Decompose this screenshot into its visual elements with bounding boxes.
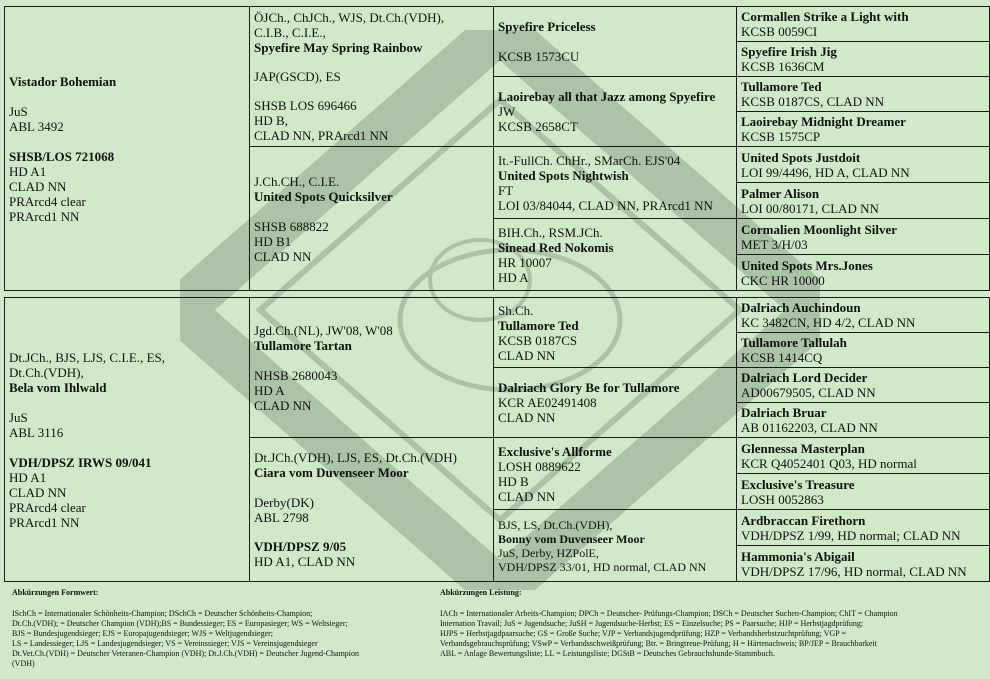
abbreviation-line: (VDH) <box>12 659 35 668</box>
ancestor-cell <box>737 438 990 474</box>
dog-name: Hammonia's Abigail <box>741 548 855 564</box>
abbreviation-line: Dt.Ch.(VDH); = Deutscher Champion (VDH);BS = Bundessieger; ES = Europasieger; WS = Weltsieger; <box>12 619 348 628</box>
ancestor-cell <box>737 42 990 77</box>
dog-info: LOI 03/84044, CLAD NN, PRArcd1 NN <box>498 197 713 213</box>
titles: C.I.B., C.I.E., <box>254 25 326 40</box>
dog-info: KCSB 1636CM <box>741 59 825 74</box>
abbreviation-line: Verbandsgebrauchsprüfung; VSwP = Verbandsschweißprüfung; Btr. = Bringtreue-Prüfung; H = Härtenachweis; BP/JEP = Brauchbarkeit <box>440 639 877 648</box>
titles: It.-FullCh. ChHr., SMarCh. EJS'04 <box>498 152 681 168</box>
grandparent-cell <box>250 147 494 291</box>
dog-info: LOSH 0889622 <box>498 458 581 474</box>
sire-health: PRArcd1 NN <box>9 208 80 224</box>
dog-name: Spyefire Priceless <box>498 19 596 34</box>
dog-info: LOI 00/80171, CLAD NN <box>741 200 879 216</box>
dog-info: CLAD NN, PRArcd1 NN <box>254 128 389 143</box>
dog-registration: VDH/DPSZ 9/05 <box>254 539 347 554</box>
dog-name: Palmer Alison <box>741 185 820 201</box>
ancestor-cell <box>737 147 990 183</box>
dog-info: MET 3/H/03 <box>741 236 808 252</box>
ancestor-cell <box>737 333 990 368</box>
dog-name: Tullamore Ted <box>741 79 822 94</box>
dog-info: CLAD NN <box>498 347 556 363</box>
sire-line: JuS <box>9 103 28 119</box>
great-grandparent-cell <box>494 298 737 368</box>
abbreviations-formwert <box>12 588 422 669</box>
dog-name: Cormalien Moonlight Silver <box>741 221 897 237</box>
sire-cell <box>5 7 250 291</box>
ancestor-cell <box>737 219 990 255</box>
dog-name: Tullamore Tallulah <box>741 335 847 350</box>
sire-health: HD A1 <box>9 163 47 179</box>
dog-info: HD A <box>254 382 285 398</box>
dog-name: Tullamore Tartan <box>254 337 352 353</box>
dog-name: Sinead Red Nokomis <box>498 239 614 255</box>
dog-name: Laoirebay Midnight Dreamer <box>741 114 906 129</box>
ancestor-cell <box>737 403 990 438</box>
dog-name: Spyefire Irish Jig <box>741 44 837 59</box>
dog-info: HD A1, CLAD NN <box>254 554 356 569</box>
dog-info: KCSB 1575CP <box>741 129 821 144</box>
ancestor-cell <box>737 474 990 510</box>
dog-info: VDH/DPSZ 33/01, HD normal, CLAD NN <box>498 559 707 574</box>
dog-info: CLAD NN <box>498 488 556 504</box>
great-grandparent-cell <box>494 77 737 147</box>
titles: Jgd.Ch.(NL), JW'08, W'08 <box>254 322 393 338</box>
abbreviation-line: LS = Landessieger; LJS = Landesjugendsieger; VS = Vereinssieger; VJS = Vereinsjugendsieger <box>12 639 318 648</box>
dam-health: HD A1 <box>9 469 47 485</box>
dog-info: LOSH 0052863 <box>741 491 824 507</box>
ancestor-cell <box>737 368 990 403</box>
abbreviation-line: ABL = Anlage Bewertungsliste; LL = Leistungsliste; DGStB = Deutsches Gebrauchshunde-Stammbuch. <box>440 649 775 658</box>
dog-name: Dalriach Bruar <box>741 405 827 420</box>
dog-name: Bonny vom Duvenseer Moor <box>498 531 645 546</box>
dog-info: JAP(GSCD), ES <box>254 69 341 84</box>
abbreviations-leistung <box>440 588 985 659</box>
titles: Sh.Ch. <box>498 302 534 318</box>
dam-pedigree-table <box>4 297 990 582</box>
great-grandparent-cell <box>494 147 737 219</box>
dog-name: United Spots Mrs.Jones <box>741 257 873 273</box>
dog-name: United Spots Justdoit <box>741 149 861 165</box>
abbreviations-heading: Abkürzungen Leistung: <box>440 588 522 597</box>
titles: BJS, LS, Dt.Ch.(VDH), <box>498 517 613 532</box>
abbreviations-heading: Abkürzungen Formwert: <box>12 588 99 597</box>
dog-info: AD00679505, CLAD NN <box>741 385 876 400</box>
ancestor-cell <box>737 77 990 112</box>
dam-health: PRArcd4 clear <box>9 499 86 515</box>
sire-name: Vistador Bohemian <box>9 73 117 89</box>
great-grandparent-cell <box>494 438 737 510</box>
dog-info: KCSB 0059CI <box>741 24 818 39</box>
dam-name: Bela vom Ihlwald <box>9 379 107 395</box>
dog-name: Laoirebay all that Jazz among Spyefire <box>498 89 716 104</box>
dog-name: Cormallen Strike a Light with <box>741 9 909 24</box>
titles: J.Ch.CH., C.I.E. <box>254 173 340 189</box>
dog-info: HD B1 <box>254 233 292 249</box>
dog-name: Dalriach Auchindoun <box>741 300 861 315</box>
great-grandparent-cell <box>494 219 737 291</box>
dog-info: ABL 2798 <box>254 510 309 525</box>
sire-pedigree-table <box>4 6 990 291</box>
dog-info: KCSB 0187CS, CLAD NN <box>741 94 885 109</box>
abbreviation-line: HJPS = Herbstjagdpaarsuche; GS = Große Suche; VJP = Verbandsjugendprüfung; HZP = Verbandsherbstzuchtprüfung; VGP = <box>440 629 846 638</box>
abbreviation-line: IACh = Internationaler Arbeits-Champion; DPCh = Deutscher- Prüfungs-Champion; DSCh = Deutscher Suchen-Champion; ChIT = Champion <box>440 609 898 618</box>
dog-info: SHSB 688822 <box>254 218 329 234</box>
dog-name: Dalriach Lord Decider <box>741 370 868 385</box>
dog-info: KCR Q4052401 Q03, HD normal <box>741 455 917 471</box>
ancestor-cell <box>737 183 990 219</box>
ancestor-cell <box>737 7 990 42</box>
dog-info: KCR AE02491408 <box>498 395 597 410</box>
sire-health: CLAD NN <box>9 178 67 194</box>
dog-info: JW <box>498 104 516 119</box>
dog-name: Glennessa Masterplan <box>741 440 865 456</box>
dog-info: HD B, <box>254 113 288 128</box>
dam-health: CLAD NN <box>9 484 67 500</box>
dog-info: CLAD NN <box>254 397 312 413</box>
abbreviation-line: BJS = Bundesjugendsieger; EJS = Europajugendsieger; WJS = Weltjugendsieger; <box>12 629 274 638</box>
abbreviation-line: Dt.Vet.Ch.(VDH) = Deutscher Veteranen-Champion (VDH); Dt.J.Ch.(VDH) = Deutscher Jugend-Champion <box>12 649 360 658</box>
dog-info: FT <box>498 182 514 198</box>
dam-titles: Dt.JCh., BJS, LJS, C.I.E., ES, <box>9 349 166 365</box>
great-grandparent-cell <box>494 368 737 438</box>
ancestor-cell <box>737 255 990 291</box>
dog-info: CKC HR 10000 <box>741 272 825 288</box>
great-grandparent-cell <box>494 7 737 77</box>
dog-info: JuS, Derby, HZPolE, <box>498 545 599 560</box>
titles: ÖJCh., ChJCh., WJS, Dt.Ch.(VDH), <box>254 10 445 25</box>
grandparent-cell <box>250 298 494 438</box>
dog-info: KCSB 1414CQ <box>741 350 823 365</box>
dog-name: Tullamore Ted <box>498 317 579 333</box>
dog-info: VDH/DPSZ 1/99, HD normal; CLAD NN <box>741 527 961 543</box>
dog-info: SHSB LOS 696466 <box>254 98 357 113</box>
dog-info: CLAD NN <box>498 410 556 425</box>
dog-name: Exclusive's Allforme <box>498 443 612 459</box>
dog-name: Spyefire May Spring Rainbow <box>254 40 423 55</box>
abbreviation-line: Internation Travail; JuS = Jugendsuche; JuSH = Jugendsuche-Herbst; ES = Einzelsuche; PS = Paarsuche; HJP = Herbstjagdprüfung; <box>440 619 864 628</box>
ancestor-cell <box>737 112 990 147</box>
dog-info: VDH/DPSZ 17/96, HD normal, CLAD NN <box>741 563 967 579</box>
dog-info: NHSB 2680043 <box>254 367 338 383</box>
dog-info: HR 10007 <box>498 254 552 270</box>
grandparent-cell <box>250 7 494 147</box>
dog-name: Ardbraccan Firethorn <box>741 512 866 528</box>
dam-line: JuS <box>9 409 28 425</box>
great-grandparent-cell <box>494 510 737 582</box>
sire-line: ABL 3492 <box>9 118 64 134</box>
dog-info: LOI 99/4496, HD A, CLAD NN <box>741 164 910 180</box>
dog-info: AB 01162203, CLAD NN <box>741 420 878 435</box>
dam-health: PRArcd1 NN <box>9 514 80 530</box>
dog-name: United Spots Quicksilver <box>254 188 393 204</box>
dog-info: KC 3482CN, HD 4/2, CLAD NN <box>741 315 916 330</box>
dog-info: CLAD NN <box>254 248 312 264</box>
abbreviation-line: ISchCh = Internationaler Schönheits-Champion; DSchCh = Deutscher Schönheits-Champion; <box>12 609 313 618</box>
grandparent-cell <box>250 438 494 582</box>
dam-titles: Dt.Ch.(VDH), <box>9 364 84 380</box>
dam-line: ABL 3116 <box>9 424 64 440</box>
dog-info: KCSB 1573CU <box>498 49 580 64</box>
titles: BIH.Ch., RSM.JCh. <box>498 224 603 240</box>
sire-health: PRArcd4 clear <box>9 193 86 209</box>
dog-info: HD A <box>498 269 529 285</box>
ancestor-cell <box>737 298 990 333</box>
dog-info: HD B <box>498 473 529 489</box>
titles: Dt.JCh.(VDH), LJS, ES, Dt.Ch.(VDH) <box>254 450 457 465</box>
dam-registration: VDH/DPSZ IRWS 09/041 <box>9 454 152 470</box>
ancestor-cell <box>737 510 990 546</box>
dam-cell <box>5 298 250 582</box>
dog-name: Ciara vom Duvenseer Moor <box>254 465 409 480</box>
dog-name: United Spots Nightwish <box>498 167 629 183</box>
dog-info: KCSB 0187CS <box>498 332 578 348</box>
dog-info: Derby(DK) <box>254 495 314 510</box>
dog-info: KCSB 2658CT <box>498 119 578 134</box>
dog-name: Exclusive's Treasure <box>741 476 855 492</box>
ancestor-cell <box>737 546 990 582</box>
sire-registration: SHSB/LOS 721068 <box>9 148 115 164</box>
dog-name: Dalriach Glory Be for Tullamore <box>498 380 680 395</box>
